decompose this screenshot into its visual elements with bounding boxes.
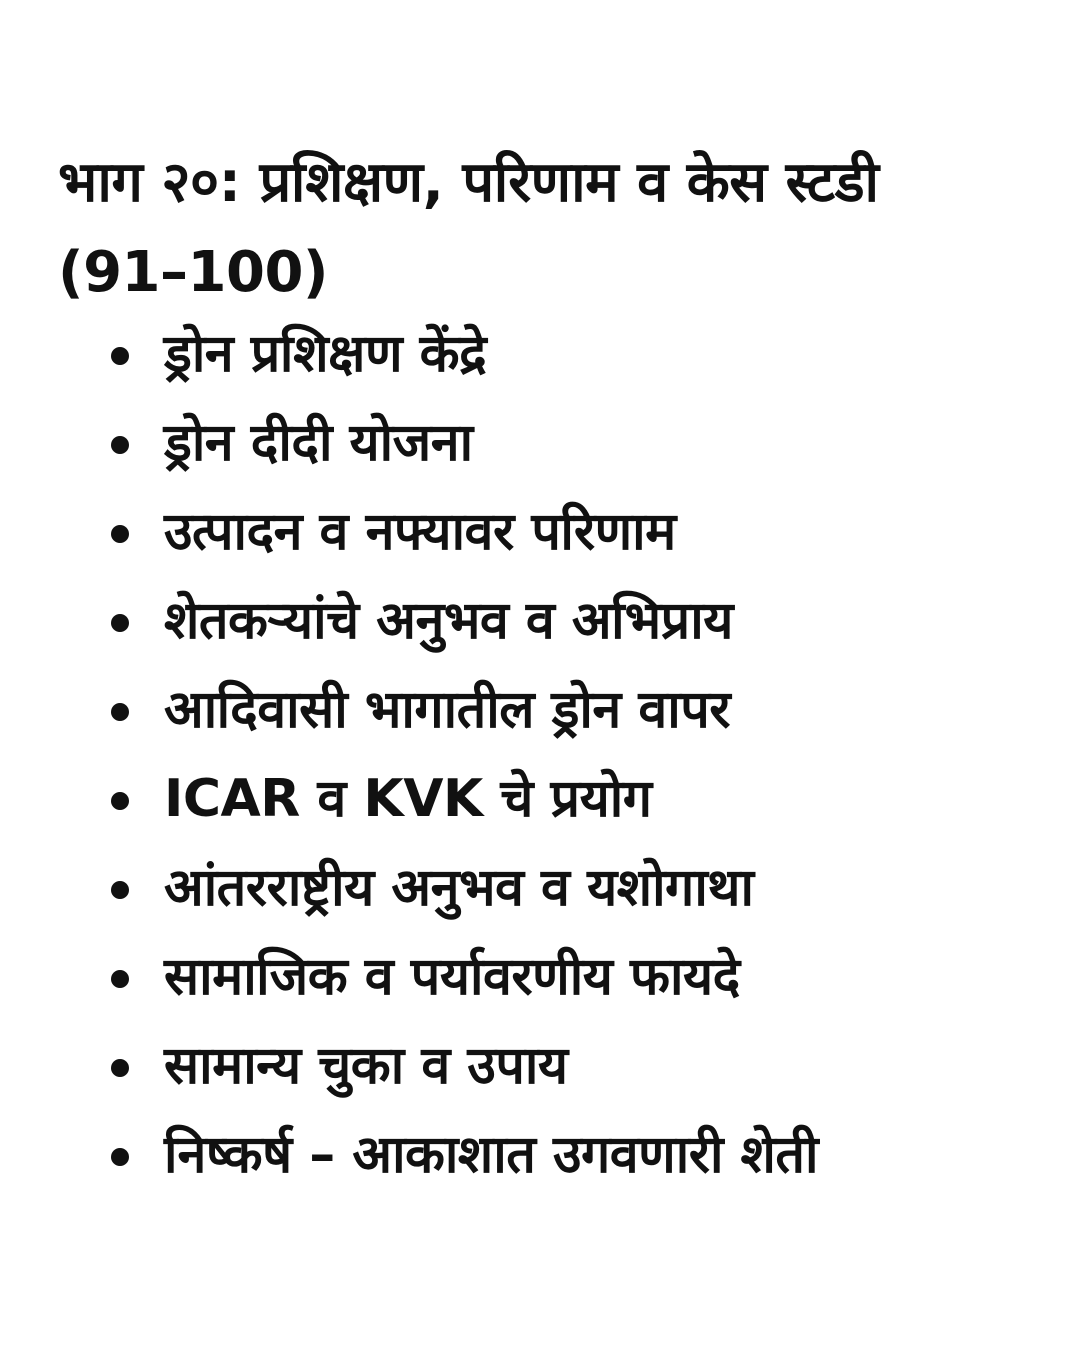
list-item	[0, 577, 1080, 666]
bullet-dot-icon	[111, 347, 129, 365]
list-item-text: शेतकऱ्यांचे अनुभव व अभिप्राय	[164, 591, 733, 651]
list-item-text: ICAR व KVK चे प्रयोग	[164, 769, 652, 829]
bullet-dot-icon	[111, 881, 129, 899]
list-item	[0, 933, 1080, 1022]
list-item	[0, 399, 1080, 488]
bullet-dot-icon	[111, 1148, 129, 1166]
list-item	[0, 844, 1080, 933]
list-item-text: आंतरराष्ट्रीय अनुभव व यशोगाथा	[164, 858, 754, 918]
list-item	[0, 1022, 1080, 1111]
bullet-dot-icon	[111, 614, 129, 632]
bullet-dot-icon	[111, 1059, 129, 1077]
heading-line-2: (91–100)	[58, 240, 329, 305]
list-item-text: निष्कर्ष – आकाशात उगवणारी शेती	[164, 1125, 819, 1185]
list-item-text: सामाजिक व पर्यावरणीय फायदे	[164, 947, 740, 1007]
list-item	[0, 755, 1080, 844]
bullet-dot-icon	[111, 792, 129, 810]
bullet-dot-icon	[111, 970, 129, 988]
list-item	[0, 488, 1080, 577]
section-heading	[58, 138, 1038, 318]
list-item-text: ड्रोन प्रशिक्षण केंद्रे	[164, 324, 487, 384]
list-item-text: आदिवासी भागातील ड्रोन वापर	[164, 680, 730, 740]
list-item-text: उत्पादन व नफ्यावर परिणाम	[164, 502, 676, 562]
heading-line-1: भाग २०: प्रशिक्षण, परिणाम व केस स्टडी	[58, 150, 879, 215]
bullet-dot-icon	[111, 525, 129, 543]
topic-list	[0, 310, 1080, 1200]
bullet-dot-icon	[111, 436, 129, 454]
list-item	[0, 1111, 1080, 1200]
list-item-text: सामान्य चुका व उपाय	[164, 1036, 568, 1096]
list-item	[0, 666, 1080, 755]
list-item	[0, 310, 1080, 399]
bullet-dot-icon	[111, 703, 129, 721]
list-item-text: ड्रोन दीदी योजना	[164, 413, 473, 473]
